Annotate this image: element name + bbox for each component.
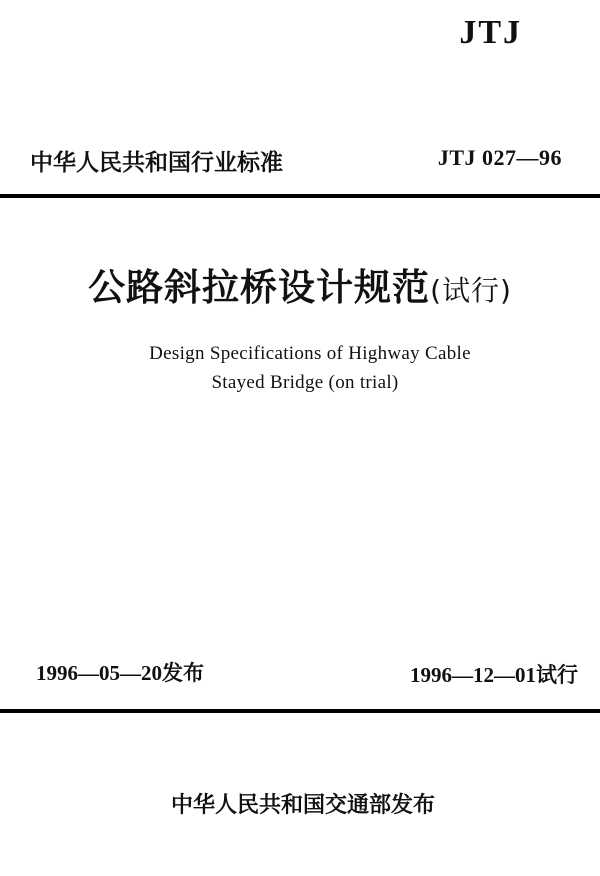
chinese-title-suffix: (试行) xyxy=(430,274,512,307)
publisher: 中华人民共和国交通部发布 xyxy=(170,793,435,818)
standard-code: JTJ 027—96 xyxy=(437,145,562,170)
chinese-title-main: 公路斜拉桥设计规范 xyxy=(88,266,431,309)
bottom-divider xyxy=(0,709,600,713)
issue-date xyxy=(36,657,204,687)
english-title-line1: Design Specifications of Highway Cable xyxy=(149,343,471,364)
issue-date-value: 1996—05—20 xyxy=(36,661,162,685)
top-divider xyxy=(0,194,600,198)
issue-date-label: 发布 xyxy=(162,661,204,685)
trial-date-value: 1996—12—01 xyxy=(410,663,536,687)
english-title-line2: Stayed Bridge (on trial) xyxy=(211,372,399,393)
standard-category: 中华人民共和国行业标准 xyxy=(30,150,283,176)
standard-logo: JTJ xyxy=(459,14,522,51)
trial-date xyxy=(410,659,578,689)
chinese-title xyxy=(0,257,600,311)
trial-date-label: 试行 xyxy=(536,663,578,687)
